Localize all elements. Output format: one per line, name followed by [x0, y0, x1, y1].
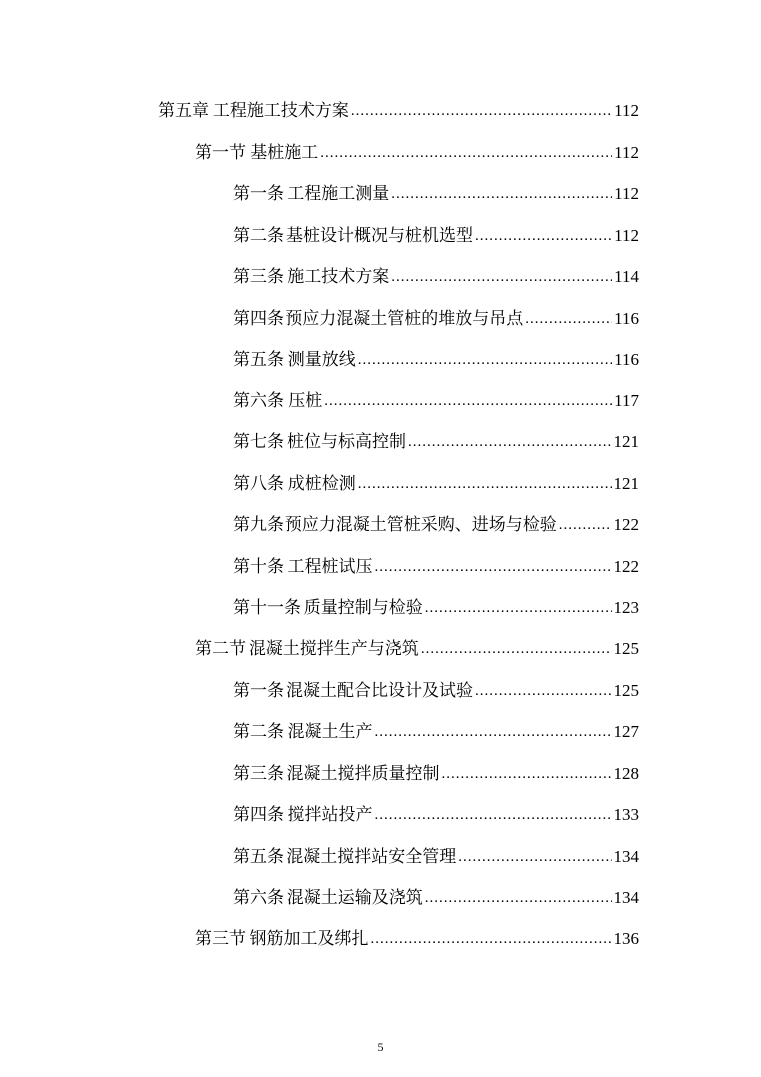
- toc-page-number: 121: [613, 432, 639, 451]
- dot-leader: [425, 595, 612, 621]
- dot-leader: [375, 554, 612, 580]
- toc-label: 第七条: [233, 432, 284, 452]
- toc-entry-article[interactable]: [233, 554, 639, 580]
- dot-leader: [425, 885, 612, 911]
- toc-title: 成桩检测: [287, 474, 356, 494]
- dot-leader: [475, 223, 612, 249]
- toc-entry-article[interactable]: [233, 595, 639, 621]
- toc-label: 第五章: [158, 101, 209, 121]
- dot-leader: [391, 264, 612, 290]
- toc-page-number: 121: [613, 474, 639, 493]
- toc-title: 工程桩试压: [287, 557, 373, 577]
- dot-leader: [475, 678, 611, 704]
- toc-title: 质量控制与检验: [303, 598, 423, 618]
- toc-label: 第十条: [233, 557, 284, 577]
- dot-leader: [358, 347, 612, 373]
- toc-title: 基桩设计概况与桩机选型: [286, 226, 474, 246]
- dot-leader: [458, 844, 611, 870]
- dot-leader: [391, 181, 612, 207]
- toc-label: 第五条: [233, 350, 284, 370]
- toc-label: 第四条: [233, 309, 284, 329]
- toc-label: 第十一条: [233, 598, 301, 618]
- toc-page-number: 133: [613, 805, 639, 824]
- toc-entry-chapter-5[interactable]: [158, 98, 639, 124]
- toc-page-number: 125: [613, 681, 639, 700]
- toc-page-number: 127: [613, 722, 639, 741]
- toc-label: 第三条: [233, 267, 284, 287]
- toc-page-number: 134: [613, 888, 639, 907]
- toc-entry-article[interactable]: [233, 347, 639, 373]
- toc-page-number: 114: [614, 267, 639, 286]
- toc-label: 第三条: [233, 764, 284, 784]
- toc-label: 第二节: [195, 639, 246, 659]
- toc-page-number: 112: [614, 101, 639, 120]
- toc-page-number: 116: [614, 350, 639, 369]
- toc-page-number: 136: [613, 929, 639, 948]
- toc-entry-article[interactable]: [233, 719, 639, 745]
- toc-title: 桩位与标高控制: [287, 432, 406, 452]
- toc-label: 第五条: [233, 847, 284, 867]
- dot-leader: [442, 761, 612, 787]
- dot-leader: [358, 471, 612, 497]
- toc-page-number: 112: [614, 226, 639, 245]
- dot-leader: [559, 512, 612, 538]
- toc-entry-article[interactable]: [233, 306, 639, 332]
- toc-title: 混凝土搅拌站安全管理: [286, 847, 457, 867]
- toc-page-number: 112: [614, 143, 639, 162]
- toc-title: 混凝土搅拌质量控制: [286, 764, 440, 784]
- toc-entry-article[interactable]: [233, 802, 639, 828]
- toc-page-number: 112: [614, 184, 639, 203]
- toc-page-number: 122: [613, 557, 639, 576]
- dot-leader: [351, 98, 612, 124]
- toc-entry-article[interactable]: [233, 388, 639, 414]
- dot-leader: [525, 306, 612, 332]
- dot-leader: [320, 140, 612, 166]
- toc-entry-section-1[interactable]: [195, 140, 639, 166]
- dot-leader: [375, 719, 612, 745]
- toc-label: 第二条: [233, 226, 284, 246]
- toc-title: 混凝土配合比设计及试验: [286, 681, 474, 701]
- toc-label: 第二条: [233, 722, 284, 742]
- toc-label: 第三节: [195, 929, 246, 949]
- toc-entry-section-3[interactable]: [195, 926, 639, 952]
- toc-title: 搅拌站投产: [287, 805, 373, 825]
- toc-label: 第一条: [233, 681, 284, 701]
- toc-label: 第一节: [195, 143, 246, 163]
- toc-entry-article[interactable]: [233, 264, 639, 290]
- toc-entry-article[interactable]: [233, 181, 639, 207]
- toc-title: 施工技术方案: [287, 267, 390, 287]
- toc-label: 第一条: [233, 184, 284, 204]
- toc-title: 基桩施工: [250, 143, 319, 163]
- toc-page-number: 116: [614, 309, 639, 328]
- toc-title: 工程施工测量: [287, 184, 390, 204]
- toc-entry-article[interactable]: [233, 885, 639, 911]
- toc-entry-article[interactable]: [233, 429, 639, 455]
- dot-leader: [371, 926, 612, 952]
- toc-entry-article[interactable]: [233, 512, 639, 538]
- toc-page-number: 123: [613, 598, 639, 617]
- toc-title: 预应力混凝土管桩的堆放与吊点: [285, 309, 524, 329]
- toc-entry-article[interactable]: [233, 223, 639, 249]
- toc-label: 第六条: [233, 888, 284, 908]
- footer-page-number: 5: [377, 1040, 384, 1054]
- toc-title: 预应力混凝土管桩采购、进场与检验: [284, 515, 557, 535]
- toc-page-number: 134: [613, 847, 639, 866]
- toc-label: 第八条: [233, 474, 284, 494]
- toc-label: 第九条: [233, 515, 284, 535]
- toc-entry-section-2[interactable]: [195, 636, 639, 662]
- toc-title: 压桩: [288, 391, 323, 411]
- toc-title: 混凝土生产: [287, 722, 373, 742]
- toc-entry-article[interactable]: [233, 844, 639, 870]
- toc-label: 第六条: [233, 391, 284, 411]
- toc-label: 第四条: [233, 805, 284, 825]
- dot-leader: [421, 636, 612, 662]
- toc-title: 混凝土搅拌生产与浇筑: [248, 639, 419, 659]
- dot-leader: [375, 802, 612, 828]
- toc-page-number: 117: [614, 391, 639, 410]
- dot-leader: [408, 429, 612, 455]
- toc-entry-article[interactable]: [233, 678, 639, 704]
- toc-page-number: 125: [613, 639, 639, 658]
- toc-page-number: 128: [613, 764, 639, 783]
- toc-title: 混凝土运输及浇筑: [286, 888, 423, 908]
- toc-page-number: 122: [613, 515, 639, 534]
- dot-leader: [324, 388, 612, 414]
- toc-title: 测量放线: [287, 350, 356, 370]
- toc-entry-article[interactable]: [233, 471, 639, 497]
- toc-title: 工程施工技术方案: [212, 101, 349, 121]
- toc-entry-article[interactable]: [233, 761, 639, 787]
- toc-title: 钢筋加工及绑扎: [249, 929, 369, 949]
